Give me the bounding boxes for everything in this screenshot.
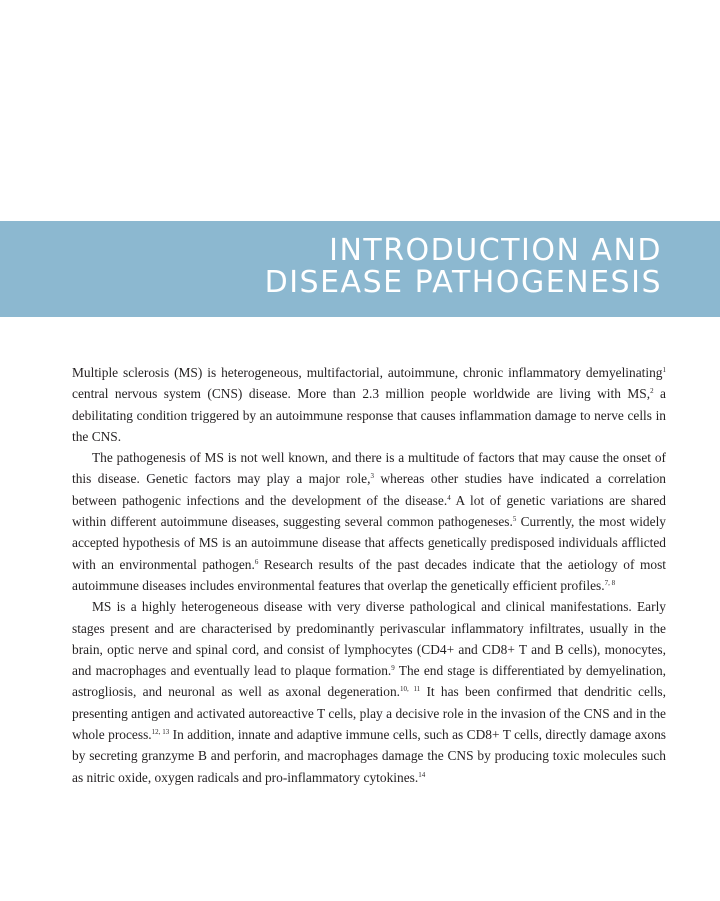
text-run: Currently, the most widely accepted hypothesis of MS is an autoimmune disease that affects genetically predisposed individuals afflicted with an environmental pathogen.	[72, 514, 666, 572]
text-run: The pathogenesis of MS is not well known, and there is a multitude of factors that may cause the onset of this disease. Genetic factors may play a major role,	[72, 450, 666, 487]
reference-marker: 14	[418, 770, 426, 779]
section-title-line-1: INTRODUCTION AND	[329, 233, 662, 268]
text-run: central nervous system (CNS) disease. More than 2.3 million people worldwide are living with MS,	[72, 386, 651, 402]
text-run: Research results of the past decades indicate that the aetiology of most autoimmune diseases includes environmental features that overlap the genetically efficient profiles.	[72, 556, 666, 593]
text-run: Multiple sclerosis (MS) is heterogeneous, multifactorial, autoimmune, chronic inflammatory demyelinating	[72, 365, 663, 380]
reference-marker: 4	[447, 493, 451, 502]
text-run: In addition, innate and adaptive immune cells, such as CD8+ T cells, directly damage axons by secreting granzyme B and perforin, and macrophages damage the CNS by producing toxic molecules such as nitric oxide, oxygen radicals and pro-inflammatory cytokines.	[72, 727, 666, 785]
body-text	[72, 362, 666, 788]
reference-marker: 10, 11	[400, 685, 421, 694]
reference-marker: 7, 8	[604, 578, 616, 587]
text-run: MS is a highly heterogeneous disease with very diverse pathological and clinical manifestations. Early stages present and are characterised by predominantly perivascular inflammatory infiltrates, usually in the brain, optic nerve and spinal cord, and consist of lymphocytes (CD4+ and CD8+ T and B cells), monocytes, and macrophages and eventually lead to plaque formation.	[72, 599, 666, 679]
text-run: It has been confirmed that dendritic cells, presenting antigen and activated autoreactive T cells, play a decisive role in the invasion of the CNS and in the whole process.	[72, 684, 666, 743]
section-title-line-2: DISEASE PATHOGENESIS	[264, 265, 662, 300]
paragraph-3	[72, 596, 666, 788]
text-run: The end stage is differentiated by demyelination, astrogliosis, and neuronal as well as axonal degeneration.	[72, 663, 666, 700]
paragraph-2	[72, 447, 666, 596]
text-run: A lot of genetic variations are shared within different autoimmune diseases, suggesting several common pathogeneses.	[72, 492, 666, 530]
reference-marker: 3	[370, 472, 374, 481]
text-run: whereas other studies have indicated a correlation between pathogenic infections and the development of the disease.	[72, 471, 666, 508]
reference-marker: 6	[254, 557, 259, 566]
reference-marker: 9	[391, 664, 395, 673]
text-run: a debilitating condition triggered by an autoimmune response that causes inflammation damage to nerve cells in the CNS.	[72, 386, 667, 444]
paragraph-1	[72, 362, 666, 447]
reference-marker: 12, 13	[151, 728, 170, 737]
reference-marker: 5	[512, 515, 517, 524]
section-title	[265, 235, 662, 299]
section-banner	[0, 221, 720, 317]
reference-marker: 2	[650, 387, 654, 396]
reference-marker: 1	[662, 366, 666, 374]
